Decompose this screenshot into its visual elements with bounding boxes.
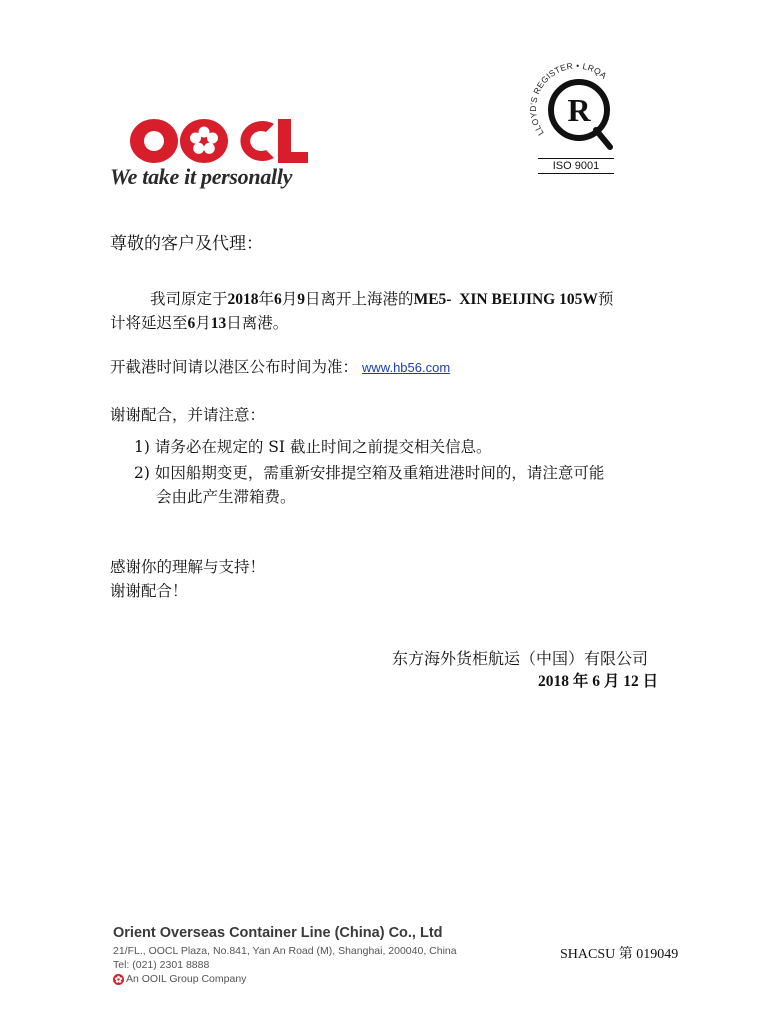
footer-telephone: Tel: (021) 2301 8888 [113,959,210,971]
appreciation-line: 感谢你的理解与支持！ [110,558,266,576]
paragraph-1-line-2 [110,311,288,336]
list-item-text: 如因船期变更，需重新安排提空箱及重箱进港时间的，请注意可能 [154,464,605,482]
cutoff-line [110,355,450,380]
para1-year: 2018 [227,291,259,308]
document-reference: SHACSU 第 019049 [560,947,679,962]
iso-certification-label: ISO 9001 [538,158,614,174]
seal-ring-text: LLOYD'S REGISTER • LRQA [528,60,609,138]
signatory-company: 东方海外货柜航运（中国）有限公司 [392,649,649,668]
list-item-continuation: 会由此产生滞箱费。 [156,488,296,506]
para1-day: 9 [297,291,306,308]
oocl-flower-icon [113,974,124,985]
footer-company-name: Orient Overseas Container Line (China) Co., Ltd [113,925,443,941]
greeting: 尊敬的客户及代理： [110,234,263,254]
para1-line2-suffix: 日离港。 [226,314,289,332]
list-marker: 2) [134,464,150,482]
para1-ri: 日离开上海港的 [305,290,414,308]
para1-line2-prefix: 计将延迟至 [110,314,188,332]
list-item-text: 请务必在规定的 SI 截止时间之前提交相关信息。 [154,438,492,456]
port-website-link[interactable]: www.hb56.com [362,360,451,375]
footer-group-tagline: An OOIL Group Company [126,973,247,985]
cutoff-text: 开截港时间请以港区公布时间为准： [110,358,359,376]
signature-date: 2018 年 6 月 12 日 [538,673,659,690]
para1-month: 6 [274,291,282,308]
para1-yu: 预 [597,290,614,308]
list-item [134,435,491,459]
thanks-notice: 谢谢配合，并请注意： [110,406,266,424]
new-day: 13 [210,315,227,332]
paragraph-1-line-1 [150,287,613,312]
list-marker: 1) [134,438,150,456]
list-item [134,461,604,485]
para1-nian: 年 [258,290,275,308]
vessel-name: ME5- XIN BEIJING 105W [413,291,598,308]
para1-yue2: 月 [195,314,211,332]
footer-address: 21/FL., OOCL Plaza, No.841, Yan An Road (M), Shanghai, 200040, China [113,945,457,957]
para1-prefix: 我司原定于 [150,290,228,308]
closing-thanks: 谢谢配合！ [110,582,188,600]
lrqa-seal-icon [524,55,624,155]
oocl-logo [128,110,308,172]
seal-letter: R [567,92,591,128]
para1-yue: 月 [281,290,298,308]
tagline: We take it personally [110,164,293,189]
new-month: 6 [187,315,196,332]
